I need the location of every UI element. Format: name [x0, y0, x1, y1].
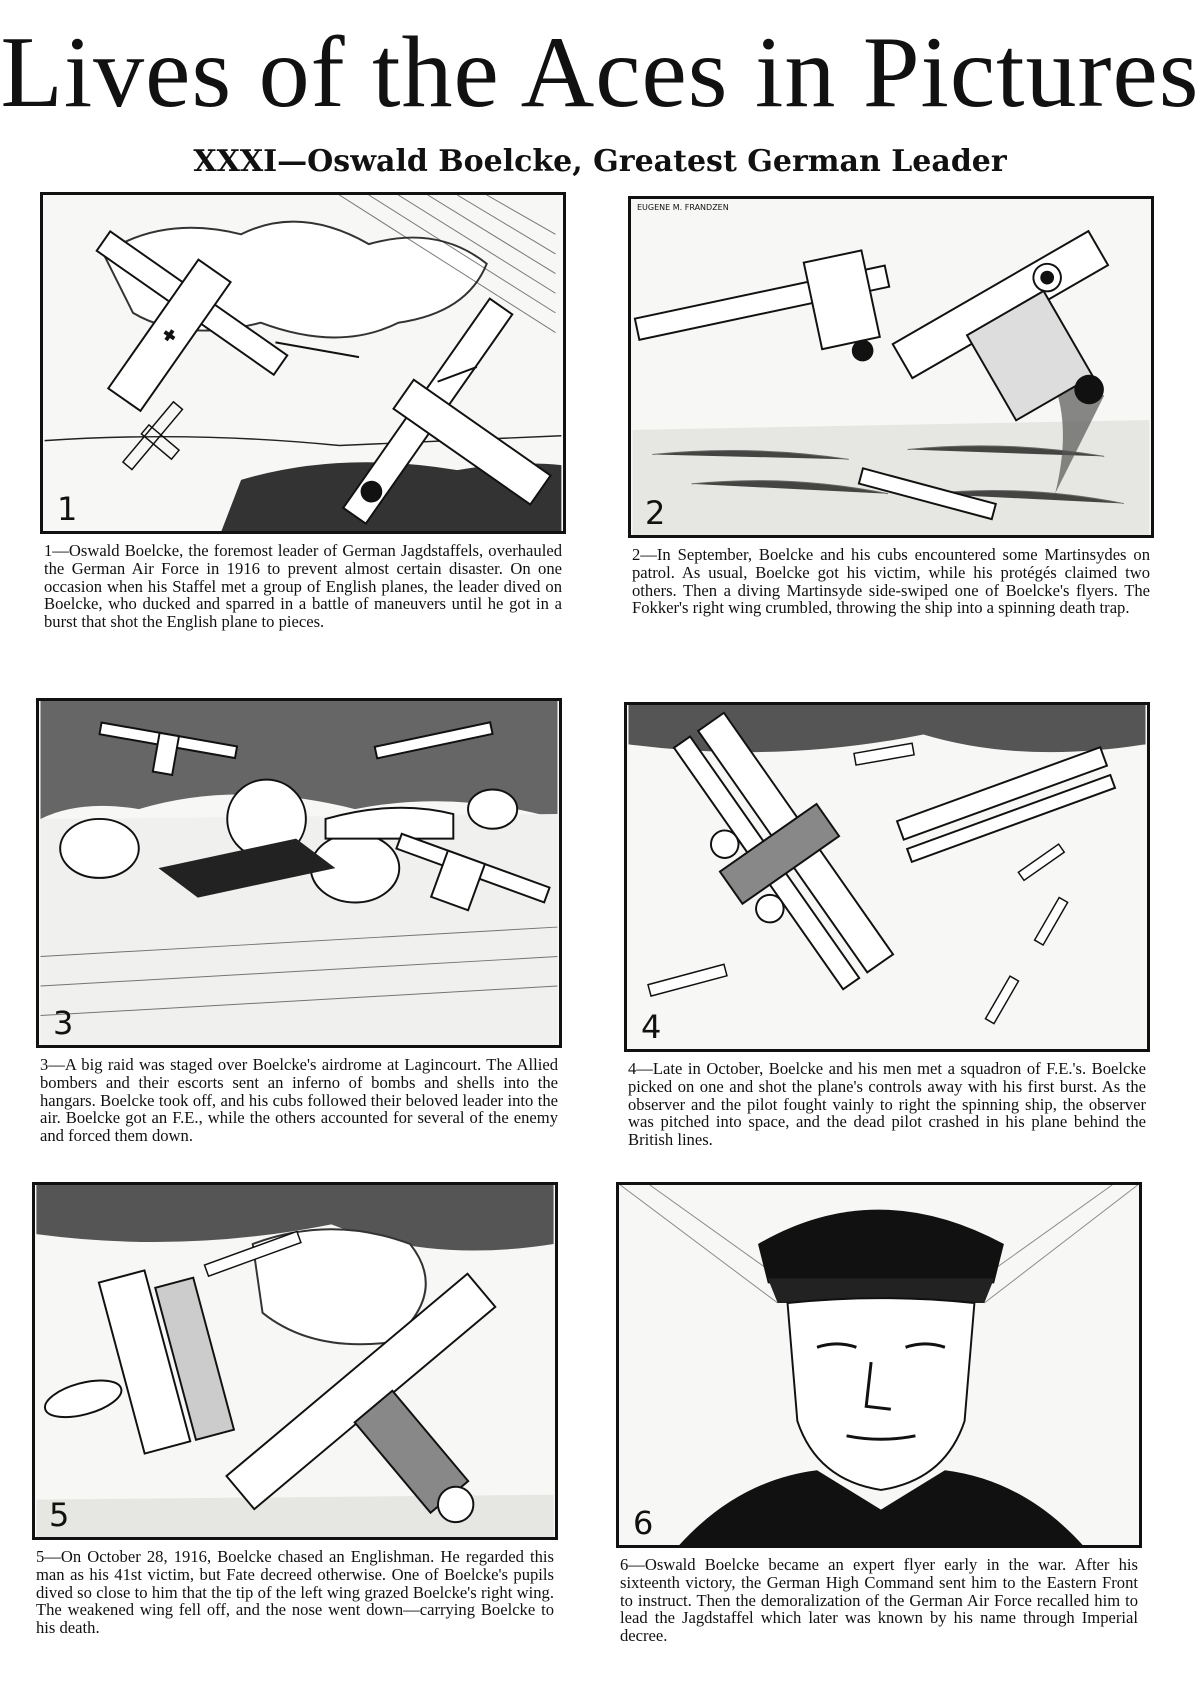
airdrome-raid-illustration [39, 701, 559, 1045]
panel-number-3: 3 [53, 1004, 74, 1042]
panel-illustration-5 [32, 1182, 558, 1540]
panel-number-4: 4 [641, 1008, 662, 1046]
comic-panel-5 [32, 1182, 558, 1637]
midair-collision-illustration [631, 199, 1151, 535]
panel-caption-1: 1—Oswald Boelcke, the foremost leader of German Jagdstaffels, overhauled the German Air Force in 1916 to prevent almost certain disaster. On one occasion when his Staffel met a group of English planes, the leader dived on Boelcke, who ducked and sparred in a battle of maneuvers until he got in a burst that shot the English plane to pieces. [44, 541, 562, 632]
page-subtitle: XXXI—Oswald Boelcke, Greatest German Leader [193, 144, 1007, 179]
panel-number-1: 1 [57, 490, 78, 528]
comic-panel-4 [624, 702, 1150, 1149]
panel-illustration-4 [624, 702, 1150, 1052]
comic-panel-1 [40, 192, 566, 631]
artist-signature: EUGENE M. FRANDZEN [637, 203, 729, 212]
panel-caption-4: 4—Late in October, Boelcke and his men met a squadron of F.E.'s. Boelcke picked on one and shot the plane's controls away with his first burst. As the observer and the pilot fought vainly to right the spinning ship, the observer was pitched into space, and the dead pilot crashed in his plane behind the British lines. [628, 1059, 1146, 1150]
panel-caption-3: 3—A big raid was staged over Boelcke's airdrome at Lagincourt. The Allied bombers and their escorts sent an inferno of bombs and shells into the hangars. Boelcke took off, and his cubs followed their beloved leader into the air. Boelcke got an F.E., while the others accounted for several of the enemy and forced them down. [40, 1055, 558, 1146]
panel-illustration-3 [36, 698, 562, 1048]
panel-number-6: 6 [633, 1504, 654, 1542]
comic-panel-2 [628, 196, 1154, 617]
page-title: Lives of the Aces in Pictures [0, 16, 1200, 129]
comic-panel-6 [616, 1182, 1142, 1645]
comic-panel-3 [36, 698, 562, 1145]
panel-caption-2: 2—In September, Boelcke and his cubs encountered some Martinsydes on patrol. As usual, Boelcke got his victim, while his protégés claimed two others. Then a diving Martinsyde side-swiped one of Boelcke's flyers. The Fokker's right wing crumbled, throwing the ship into a spinning death trap. [632, 545, 1150, 618]
fe-squadron-illustration [627, 705, 1147, 1049]
boelcke-collision-illustration [35, 1185, 555, 1537]
boelcke-portrait-illustration [619, 1185, 1139, 1545]
panel-caption-6: 6—Oswald Boelcke became an expert flyer early in the war. After his sixteenth victory, the German High Command sent him to the Eastern Front to instruct. Then the demoralization of the German Air Force recalled him to lead the Jagdstaffel which later was known by his name through Imperial decree. [620, 1555, 1138, 1646]
panel-caption-5: 5—On October 28, 1916, Boelcke chased an Englishman. He regarded this man as his 41st victim, but Fate decreed otherwise. One of Boelcke's pupils dived so close to him that the tip of the left wing grazed Boelcke's right wing. The weakened wing fell off, and the nose went down—carrying Boelcke to his death. [36, 1547, 554, 1638]
panel-illustration-2 [628, 196, 1154, 538]
panel-illustration-6 [616, 1182, 1142, 1548]
panel-number-5: 5 [49, 1496, 70, 1534]
panel-illustration-1 [40, 192, 566, 534]
panel-number-2: 2 [645, 494, 666, 532]
dogfight-illustration [43, 195, 563, 531]
